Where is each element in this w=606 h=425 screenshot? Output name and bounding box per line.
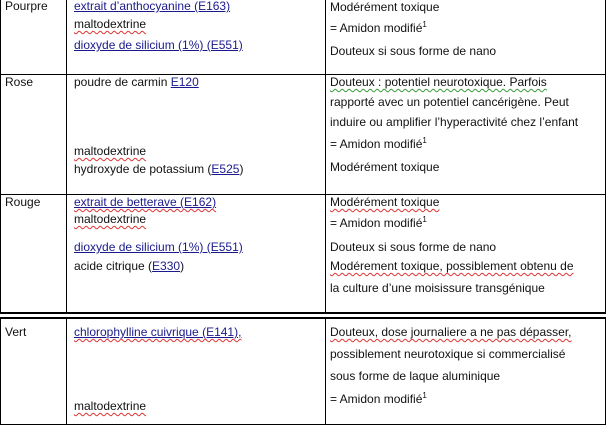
ingredient: hydroxyde de potassium (E525) — [74, 162, 244, 176]
ingredient-link[interactable]: extrait d’anthocyanine (E163) — [74, 0, 231, 13]
note: induire ou amplifier l’hyperactivité chez l’enfant — [330, 115, 579, 129]
note: Modérément toxique — [330, 160, 440, 174]
note: = Amidon modifié$^1$ — [330, 20, 427, 35]
note: = Amidon modifié$^1$ — [330, 136, 427, 151]
color-cell — [1, 319, 67, 425]
color-cell — [1, 195, 67, 313]
note: rapporté avec un potentiel cancérigène. Peut — [330, 95, 569, 109]
note: Douteux si sous forme de nano — [330, 240, 497, 254]
note: Modérement toxique, possiblement obtenu de — [330, 259, 574, 273]
ingredient-link[interactable]: dioxyde de silicium (1%) (E551) — [74, 38, 243, 52]
ingredient: maltodextrine — [74, 144, 147, 158]
ingredients-cell — [67, 75, 326, 195]
color-name: Pourpre — [5, 0, 48, 13]
note: la culture d’une moisissure transgénique — [330, 281, 545, 295]
additive-code-link[interactable]: E330 — [152, 259, 181, 273]
ingredient: maltodextrine — [74, 17, 147, 31]
ingredient-link[interactable]: dioxyde de silicium (1%) (E551) — [74, 240, 243, 254]
table-row — [1, 0, 606, 75]
ingredient: maltodextrine — [74, 399, 147, 413]
table-row — [1, 195, 606, 313]
color-name: Rouge — [5, 195, 41, 209]
note: = Amidon modifié$^1$ — [330, 391, 427, 406]
notes-cell — [326, 75, 606, 195]
note: Douteux : potentiel neurotoxique. Parfois — [330, 75, 547, 89]
note: Modérément toxique — [330, 195, 440, 209]
additives-table-continued — [0, 318, 606, 425]
note: sous forme de laque aluminique — [330, 369, 501, 383]
ingredient: poudre de carmin E120 — [74, 75, 199, 89]
note: Douteux, dose journaliere a ne pas dépasser, — [330, 325, 572, 339]
additive-code-link[interactable]: E525 — [211, 162, 240, 176]
ingredient-link[interactable]: extrait de betterave (E162) — [74, 195, 217, 209]
notes-cell — [326, 0, 606, 75]
color-name: Vert — [5, 325, 27, 339]
ingredients-cell — [67, 195, 326, 313]
color-cell — [1, 75, 67, 195]
notes-cell — [326, 319, 606, 425]
table-row — [1, 319, 606, 425]
additive-code-link[interactable]: E120 — [170, 75, 199, 89]
ingredient: acide citrique (E330) — [74, 259, 185, 273]
color-cell — [1, 0, 67, 75]
note: Modérément toxique — [330, 0, 440, 14]
ingredients-cell — [67, 319, 326, 425]
notes-cell — [326, 195, 606, 313]
note: = Amidon modifié$^1$ — [330, 215, 427, 230]
color-name: Rose — [5, 75, 34, 89]
note: Douteux si sous forme de nano — [330, 44, 497, 58]
ingredients-cell — [67, 0, 326, 75]
ingredient-link[interactable]: chlorophylline cuivrique (E141), — [74, 325, 242, 339]
ingredient: maltodextrine — [74, 212, 147, 226]
table-row — [1, 75, 606, 195]
note: possiblement neurotoxique si commercialisé — [330, 347, 566, 361]
